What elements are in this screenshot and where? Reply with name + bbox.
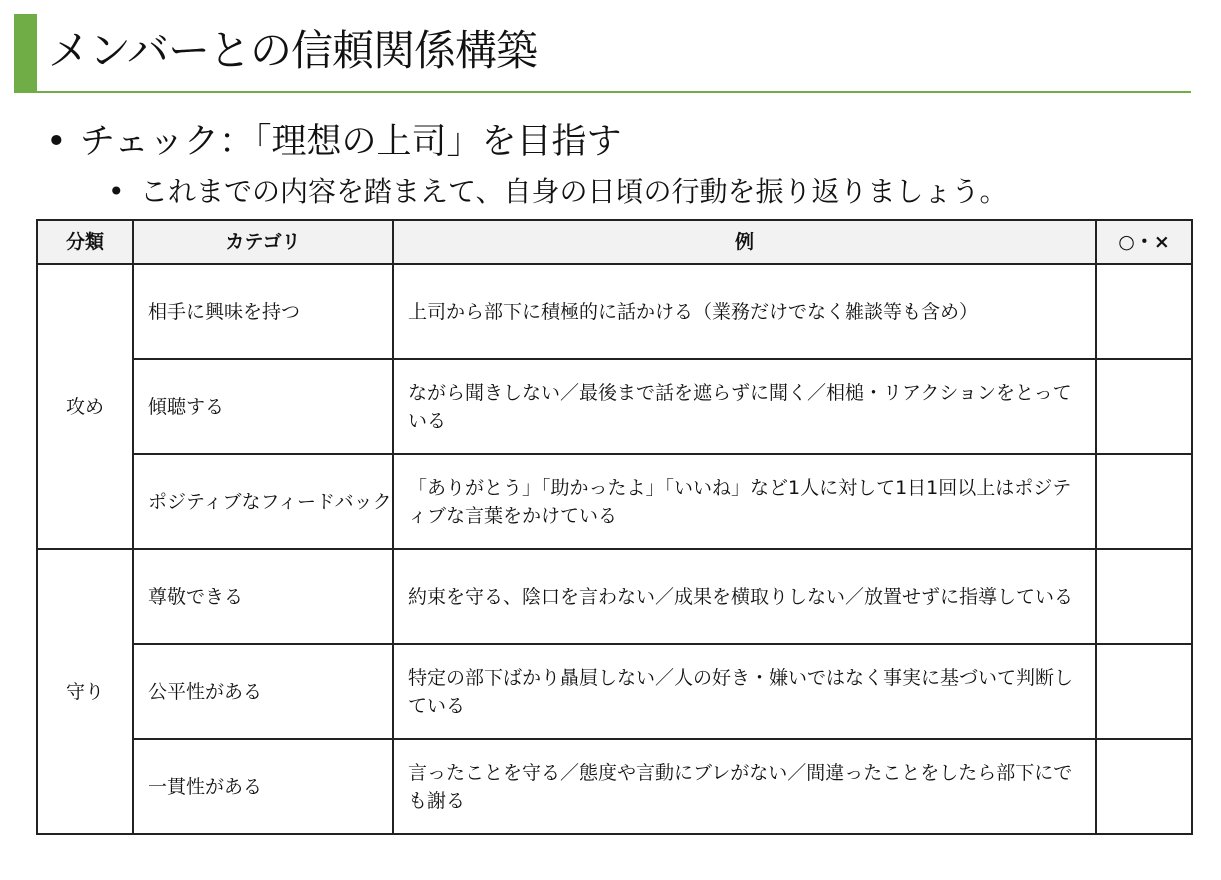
header-example: 例 xyxy=(393,220,1096,264)
page-title: メンバーとの信頼関係構築 xyxy=(48,26,538,75)
category-cell: 尊敬できる xyxy=(133,549,393,644)
category-cell: ポジティブなフィードバック xyxy=(133,454,393,549)
table-row xyxy=(37,644,1192,739)
category-cell: 傾聴する xyxy=(133,359,393,454)
category-cell: 公平性がある xyxy=(133,644,393,739)
example-cell: 特定の部下ばかり贔屓しない／人の好き・嫌いではなく事実に基づいて判断している xyxy=(393,644,1096,739)
check-cell[interactable] xyxy=(1096,264,1192,359)
header-check: ○・× xyxy=(1096,220,1192,264)
check-cell[interactable] xyxy=(1096,454,1192,549)
bullet-dot-icon: • xyxy=(108,175,125,208)
header-category: カテゴリ xyxy=(133,220,393,264)
check-cell[interactable] xyxy=(1096,549,1192,644)
check-cell[interactable] xyxy=(1096,739,1192,834)
table-header-row xyxy=(37,220,1192,264)
example-cell: 言ったことを守る／態度や言動にブレがない／間違ったことをしたら部下にでも謝る xyxy=(393,739,1096,834)
check-cell[interactable] xyxy=(1096,644,1192,739)
main-bullet xyxy=(46,117,621,167)
sub-bullet xyxy=(108,171,1007,213)
group-cell: 攻め xyxy=(37,264,133,549)
checklist-table xyxy=(36,219,1193,835)
check-cell[interactable] xyxy=(1096,359,1192,454)
example-cell: 約束を守る、陰口を言わない／成果を横取りしない／放置せずに指導している xyxy=(393,549,1096,644)
table-row xyxy=(37,264,1192,359)
table-row xyxy=(37,739,1192,834)
header-group: 分類 xyxy=(37,220,133,264)
main-bullet-text: チェック：「理想の上司」を目指す xyxy=(80,122,622,162)
table-row xyxy=(37,359,1192,454)
table-row xyxy=(37,454,1192,549)
title-underline xyxy=(14,91,1191,93)
group-cell: 守り xyxy=(37,549,133,834)
category-cell: 一貫性がある xyxy=(133,739,393,834)
example-cell: 上司から部下に積極的に話かける（業務だけでなく雑談等も含め） xyxy=(393,264,1096,359)
category-cell: 相手に興味を持つ xyxy=(133,264,393,359)
table-row xyxy=(37,549,1192,644)
example-cell: ながら聞きしない／最後まで話を遮らずに聞く／相槌・リアクションをとっている xyxy=(393,359,1096,454)
sub-bullet-text: これまでの内容を踏まえて、自身の日頃の行動を振り返りましょう。 xyxy=(140,175,1008,208)
bullet-dot-icon: • xyxy=(46,122,67,162)
title-accent-bar xyxy=(14,14,37,91)
example-cell: 「ありがとう」「助かったよ」「いいね」など1人に対して1日1回以上はポジティブな言葉をかけている xyxy=(393,454,1096,549)
